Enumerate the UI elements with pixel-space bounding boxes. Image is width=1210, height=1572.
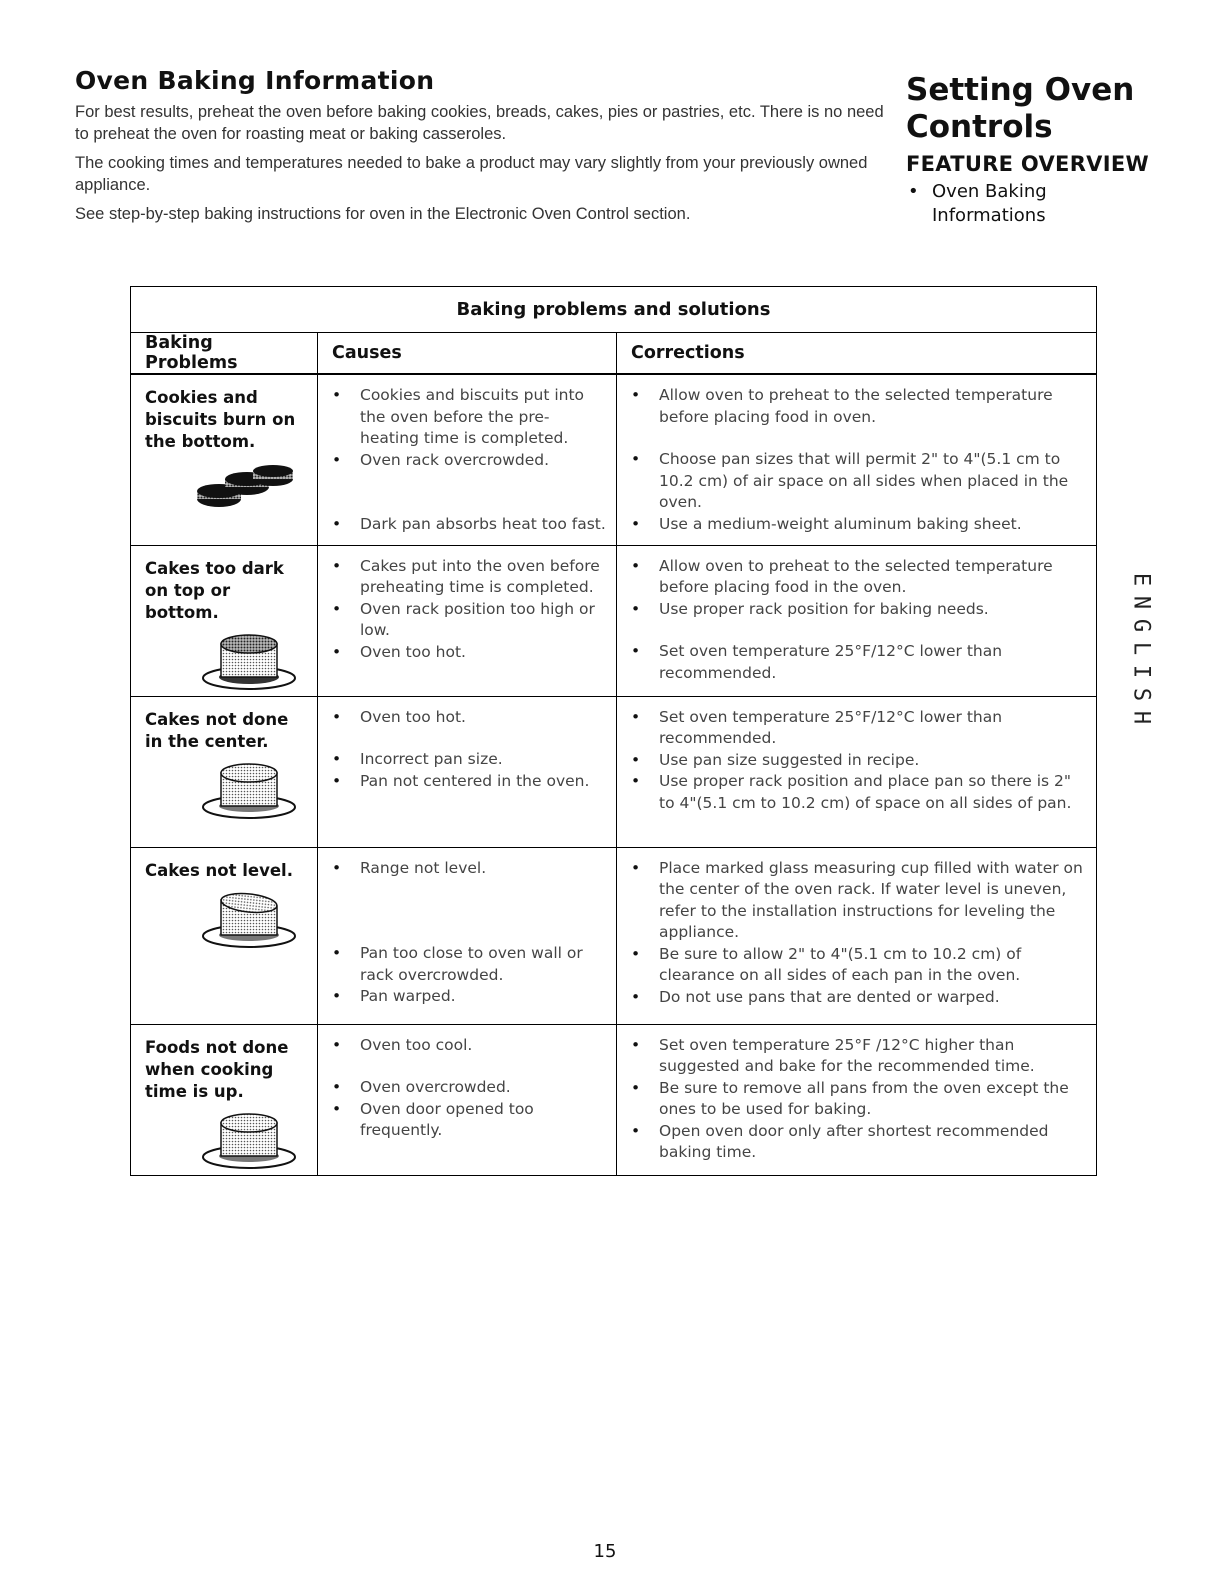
cause-item: • Dark pan absorbs heat too fast.	[328, 514, 606, 536]
cause-item: • Cakes put into the oven before preheating time is completed.	[328, 556, 606, 599]
intro-paragraph-preheat: For best results, preheat the oven before baking cookies, breads, cakes, pies or pastries, etc. There is no need to preheat the oven for roasting meat or baking casseroles.	[75, 103, 884, 143]
problem-title: Foods not done when cooking time is up.	[145, 1037, 289, 1101]
cause-item: • Pan too close to oven wall or rack overcrowded.	[328, 943, 606, 986]
cake-dark-top-icon	[201, 628, 301, 692]
baking-problems-table	[130, 286, 1097, 1176]
feature-list	[906, 180, 1176, 228]
page-number: 15	[593, 1541, 617, 1562]
column-header-corrections: Corrections	[617, 333, 1097, 375]
table-caption: Baking problems and solutions	[131, 287, 1097, 333]
cause-item: • Oven too hot.	[328, 707, 606, 729]
chapter-title-line1: Setting Oven	[906, 72, 1135, 108]
cause-item: • Range not level.	[328, 858, 606, 880]
corrections-cell	[617, 847, 1097, 1024]
cause-item: • Oven rack overcrowded.	[328, 450, 606, 472]
cause-item: • Pan not centered in the oven.	[328, 771, 606, 793]
correction-item: • Allow oven to preheat to the selected temperature before placing food in the oven.	[627, 556, 1086, 599]
intro-paragraph-see-instructions: See step-by-step baking instructions for oven in the Electronic Oven Control section.	[75, 205, 691, 223]
correction-item: • Be sure to remove all pans from the oven except the ones to be used for baking.	[627, 1078, 1086, 1121]
correction-item: • Choose pan sizes that will permit 2" to 4"(5.1 cm to 10.2 cm) of air space on all sides when placed in the oven.	[627, 449, 1086, 514]
correction-item: • Be sure to allow 2" to 4"(5.1 cm to 10.2 cm) of clearance on all sides of each pan in the oven.	[627, 944, 1086, 987]
correction-item: • Use proper rack position and place pan so there is 2" to 4"(5.1 cm to 10.2 cm) of space on all sides of pan.	[627, 771, 1086, 814]
table-row	[131, 545, 1097, 696]
correction-item: • Set oven temperature 25°F/12°C lower than recommended.	[627, 707, 1086, 750]
table-row	[131, 1024, 1097, 1175]
problem-title: Cakes too dark on top or bottom.	[145, 558, 284, 622]
problem-cell	[131, 1024, 318, 1175]
problem-title: Cakes not done in the center.	[145, 709, 289, 751]
cause-item: • Incorrect pan size.	[328, 749, 606, 771]
cause-item: • Pan warped.	[328, 986, 606, 1008]
problem-cell	[131, 696, 318, 847]
cake-icon	[201, 757, 301, 821]
language-letter: G	[1128, 618, 1154, 633]
problem-title: Cakes not level.	[145, 860, 293, 880]
language-letter: E	[1128, 572, 1154, 587]
cake-icon	[201, 1107, 301, 1171]
feature-overview-heading: FEATURE OVERVIEW	[906, 152, 1149, 176]
language-tab-english	[1128, 568, 1154, 729]
language-letter: I	[1128, 664, 1154, 679]
intro-paragraph-times: The cooking times and temperatures needed to bake a product may vary slightly from your previously owned appliance.	[75, 154, 868, 194]
cause-item: • Oven overcrowded.	[328, 1077, 606, 1099]
corrections-cell	[617, 545, 1097, 696]
correction-item: • Use proper rack position for baking needs.	[627, 599, 1086, 621]
problem-title: Cookies and biscuits burn on the bottom.	[145, 388, 296, 451]
language-letter: S	[1128, 687, 1154, 702]
cause-item: • Cookies and biscuits put into the oven before the pre-heating time is completed.	[328, 385, 606, 450]
cake-tilted-icon	[201, 886, 301, 950]
correction-item: • Do not use pans that are dented or warped.	[627, 987, 1086, 1009]
feature-item: • Oven Baking Informations	[906, 180, 1082, 228]
problem-cell	[131, 545, 318, 696]
column-header-problems: Baking Problems	[131, 333, 318, 375]
correction-item: • Open oven door only after shortest recommended baking time.	[627, 1121, 1086, 1164]
correction-item: • Use a medium-weight aluminum baking sheet.	[627, 514, 1086, 536]
chapter-title-line2: Controls	[906, 109, 1053, 145]
causes-cell	[318, 847, 617, 1024]
cause-item: • Oven rack position too high or low.	[328, 599, 606, 642]
correction-item: • Allow oven to preheat to the selected temperature before placing food in oven.	[627, 385, 1086, 428]
correction-item: • Set oven temperature 25°F/12°C lower than recommended.	[627, 641, 1086, 684]
language-letter: N	[1128, 595, 1154, 610]
problem-cell	[131, 847, 318, 1024]
correction-item: • Use pan size suggested in recipe.	[627, 750, 1086, 772]
causes-cell	[318, 374, 617, 545]
language-letter: L	[1128, 641, 1154, 656]
correction-item: • Place marked glass measuring cup filled with water on the center of the oven rack. If water level is uneven, refer to the installation instructions for leveling the appliance.	[627, 858, 1086, 944]
cause-item: • Oven door opened too frequently.	[328, 1099, 606, 1142]
corrections-cell	[617, 696, 1097, 847]
causes-cell	[318, 545, 617, 696]
problem-cell	[131, 374, 318, 545]
causes-cell	[318, 1024, 617, 1175]
causes-cell	[318, 696, 617, 847]
chapter-heading	[906, 72, 1176, 228]
intro-section	[75, 66, 885, 232]
cause-item: • Oven too hot.	[328, 642, 606, 664]
language-letter: H	[1128, 710, 1154, 725]
column-header-causes: Causes	[318, 333, 617, 375]
section-title: Oven Baking Information	[75, 66, 435, 95]
table-row	[131, 696, 1097, 847]
table-row	[131, 847, 1097, 1024]
cause-item: • Oven too cool.	[328, 1035, 606, 1057]
corrections-cell	[617, 1024, 1097, 1175]
table-row	[131, 374, 1097, 545]
correction-item: • Set oven temperature 25°F /12°C higher than suggested and bake for the recommended time.	[627, 1035, 1086, 1078]
corrections-cell	[617, 374, 1097, 545]
cookies-icon	[191, 457, 301, 515]
